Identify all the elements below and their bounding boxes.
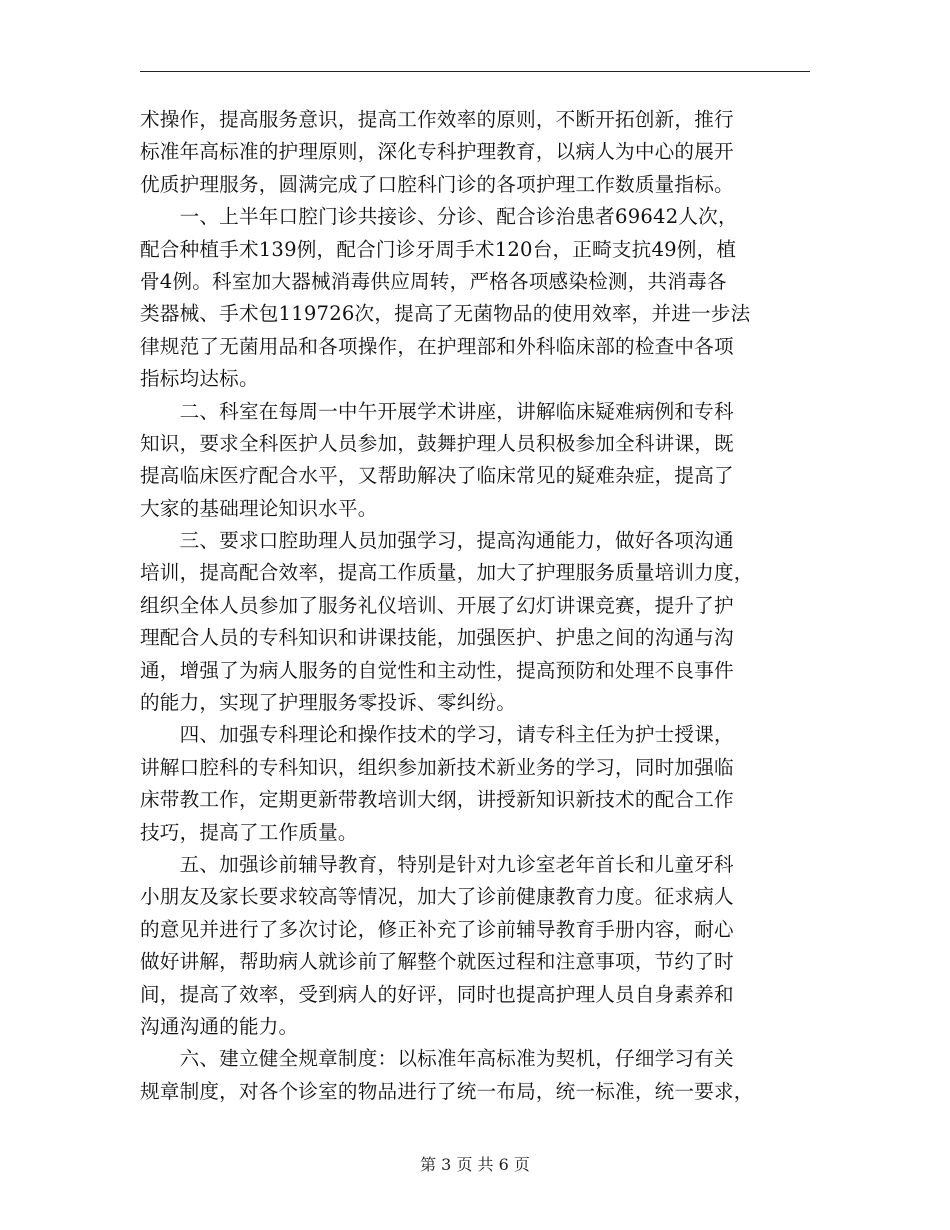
text-line: 的能力，实现了护理服务零投诉、零纠纷。 [140, 691, 517, 715]
text-line: 讲解口腔科的专科知识，组织参加新技术新业务的学习，同时加强临 [140, 755, 734, 779]
document-body [140, 104, 810, 1108]
text-line: 骨4例。科室加大器械消毒供应周转，严格各项感染检测，共消毒各 [140, 269, 727, 293]
text-line: 指标均达标。 [140, 367, 259, 391]
text-line: 做好讲解，帮助病人就诊前了解整个就医过程和注意事项，节约了时 [140, 950, 734, 974]
text-line: 术操作，提高服务意识，提高工作效率的原则，不断开拓创新，推行 [140, 108, 734, 131]
text-line: 技巧，提高了工作质量。 [140, 820, 358, 844]
text-line: 间，提高了效率，受到病人的好评，同时也提高护理人员自身素养和 [140, 982, 734, 1006]
text-line: 五、加强诊前辅导教育，特别是针对九诊室老年首长和儿童牙科 [140, 852, 734, 876]
text-line: 二、科室在每周一中午开展学术讲座，讲解临床疑难病例和专科 [140, 399, 734, 423]
text-line: 一、上半年口腔门诊共接诊、分诊、配合诊治患者69642人次， [140, 205, 738, 229]
page-number: 第 3 页 共 6 页 [420, 1155, 530, 1174]
text-line: 六、建立健全规章制度：以标准年高标准为契机，仔细学习有关 [140, 1047, 734, 1071]
text-line: 的意见并进行了多次讨论，修正补充了诊前辅导教育手册内容，耐心 [140, 917, 734, 941]
text-line: 律规范了无菌用品和各项操作，在护理部和外科临床部的检查中各项 [140, 334, 734, 358]
text-line: 知识，要求全科医护人员参加，鼓舞护理人员积极参加全科讲课，既 [140, 431, 734, 455]
text-line: 培训，提高配合效率，提高工作质量，加大了护理服务质量培训力度， [140, 561, 754, 585]
text-line: 理配合人员的专科知识和讲课技能，加强医护、护患之间的沟通与沟 [140, 626, 734, 650]
text-line: 大家的基础理论知识水平。 [140, 496, 378, 520]
text-line: 配合种植手术139例，配合门诊牙周手术120台，正畸支抗49例，植 [140, 237, 737, 261]
text-line: 规章制度，对各个诊室的物品进行了统一布局，统一标准，统一要求， [140, 1079, 754, 1103]
text-line: 标准年高标准的护理原则，深化专科护理教育，以病人为中心的展开 [140, 140, 734, 164]
text-line: 沟通沟通的能力。 [140, 1014, 299, 1038]
text-line: 通，增强了为病人服务的自觉性和主动性，提高预防和处理不良事件 [140, 658, 734, 682]
text-line: 优质护理服务，圆满完成了口腔科门诊的各项护理工作数质量指标。 [140, 172, 734, 196]
text-line: 类器械、手术包119726次，提高了无菌物品的使用效率，并进一步法 [140, 302, 751, 326]
text-line: 组织全体人员参加了服务礼仪培训、开展了幻灯讲课竞赛，提升了护 [140, 593, 734, 617]
text-line: 提高临床医疗配合水平，又帮助解决了临床常见的疑难杂症，提高了 [140, 464, 734, 488]
text-line: 小朋友及家长要求较高等情况，加大了诊前健康教育力度。征求病人 [140, 885, 734, 909]
header-rule [140, 71, 810, 72]
text-line: 床带教工作，定期更新带教培训大纲，讲授新知识新技术的配合工作 [140, 788, 734, 812]
text-line: 三、要求口腔助理人员加强学习，提高沟通能力，做好各项沟通 [140, 529, 734, 553]
text-line: 四、加强专科理论和操作技术的学习，请专科主任为护士授课， [140, 723, 734, 747]
